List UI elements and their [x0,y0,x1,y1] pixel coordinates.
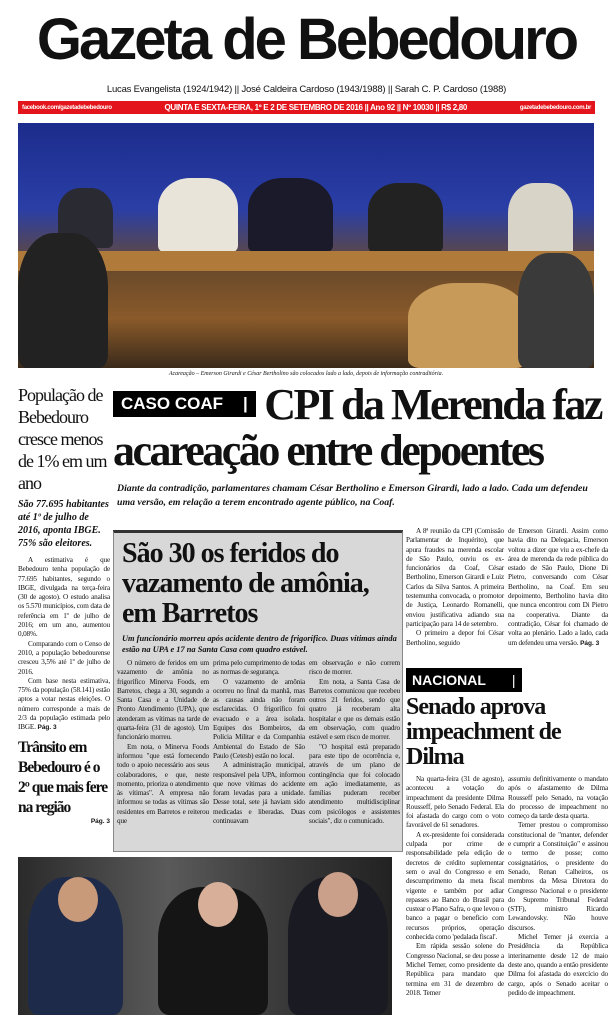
barretos-deck: Um funcionário morreu após acidente dentro de frigorífico. Duas vítimas ainda estão na UPA e 17 na Santa Casa com quadro estável. [122,634,397,654]
paragraph: A ex-presidente foi considerada culpada por crime de responsabilidade pela edição de decretos de crédito suplementar sem o aval do Congresso e em descumprimento da meta fiscal vigente e também por adiar repasses ao Banco do Brasil para custear o Plano Safra, o que levou o banco a pagar o benefício com recursos próprios, operação conhecida como 'pedalada fiscal'. [406,830,504,942]
paragraph: O primeiro a depor foi César Bertholino, seguido [406,629,504,647]
traffic-headline[interactable]: Trânsito em Bebedouro é o 2º que mais fere na região [18,738,108,816]
paragraph: de Emerson Girardi. Assim como havia dito na Delegacia, Emerson voltou a dizer que viu a ex-chefe da área de merenda da rede pública do estado de São Paulo, Dione Di Pietro, conversando com César Bertholino, na Coaf. Em seu depoimento, Bertholino havia dito que nunca encontrou com Di Pietro na cooperativa. Diante da contradição, César foi chamado de volta ao plenário. Lado a lado, cada um defendeu uma versão. [508,527,608,647]
paragraph: A estimativa é que Bebedouro tenha população de 77.695 habitantes, segundo o IBGE, divulgada na terça-feira (30 de agosto). O estudo analisa os 5.570 municípios, com data de referência em 1º de julho de 2016; em um ano, aumentou 0,08%. [18,556,110,639]
edition-info: QUINTA E SEXTA-FEIRA, 1º E 2 DE SETEMBRO DE 2016 || Ano 92 || Nº 10030 || R$ 2,80 [164,103,468,112]
section-kicker: NACIONAL | [406,668,522,692]
paragraph: A 8ª reunião da CPI (Comissão Parlamentar de Inquérito), que apura fraudes na merenda escolar de São Paulo, ouviu os ex-funcionários da Coaf, César Bertholino, Emerson Girardi e Luiz Carlos da Silva Santos. A primeira testemunha convocada, o promotor de Justiça, Leonardo Romanelli, enviou justificativa adiando sua participação para 14 de setembro. [406,527,504,628]
founders-line: Lucas Evangelista (1924/1942) || José Caldeira Cardoso (1943/1988) || Sarah C. P. Cardoso (1988) [106,84,507,95]
paragraph: "O hospital está preparado para este tipo de ocorrência e, através de um plano de contingência que foi colocado em ação imediatamente, as famílias puderam receber atendimento multidisciplinar com psicólogos e assistentes sociais", diz o comunicado. [309,742,400,826]
paragraph: Em nota, o Minerva Foods informou "que está fornecendo todo o apoio necessário aos seus colaboradores, e que, neste momento, prioriza o atendimento às vítimas". A empresa não informou se todas as vítimas são residentes em Barretos e reiterou que [117,742,209,826]
photo-caption: Acareação – Emerson Girardi e César Bertholino são colocados lado a lado, depois de informação contraditória. [168,371,444,377]
facebook-link[interactable]: facebook.com/gazetadebebedouro [22,104,112,111]
paragraph: Comparando com o Censo de 2010, a população bebedourense cresceu 3,5% até 1º de julho de 2016. [18,639,110,676]
website-link[interactable]: gazetadebebedouro.com.br [519,104,591,111]
paragraph: O número de feridos em um vazamento de amônia no frigorífico Minerva Foods, em Barretos, chega a 30, segundo a Santa Casa e a Unidade de Pronto Atendimento (UPA), que atenderam as vítimas na tarde de quarta-feira (31 de agosto). Um funcionário morreu. [117,659,209,742]
paragraph: Em nota, a Santa Casa de Barretos comunicou que recebeu outros 21 feridos, sendo que quatro já receberam alta hospitalar e que os demais estão em observação, com quadro estável e sem risco de morrer. [309,677,400,742]
nacional-story [406,668,611,770]
main-headline: CASO COAF | CPI da Merenda faz acareação entre depoentes [113,380,601,475]
barretos-story-box [113,530,403,852]
paragraph: O vazamento de amônia ocorreu no final da manhã, mas as causas ainda não foram esclarecidas. O frigorífico foi evacuado e a área isolada. Equipes dos Bombeiros, da Polícia Militar e da Companhia Ambiental do Estado de São Paulo (Cetesb) estão no local. [213,677,305,760]
senate-photo [18,857,392,1015]
page-ref[interactable]: Pág. 3 [90,817,110,825]
cpi-hearing-photo [18,123,594,368]
population-story [18,384,110,826]
main-deck: Diante da contradição, parlamentares chamam César Bertholino e Emerson Girardi, lado a lado. Cada um defendeu uma versão, em relação a terem encontrado agente público, na Coaf. [117,483,588,508]
nacional-headline: Senado aprova impeachment de Dilma [406,694,561,770]
paragraph: Temer prestou o compromisso constitucional de "manter, defender e cumprir a Constituição" e assinou o termo de posse; como cossignatários, o presidente do Senado, Renan Calheiros, os membros da Mesa Diretora do Congresso Nacional e o presidente do Supremo Tribunal Federal (STF), ministro Ricardo Lewandovsky. Não houve discursos. [508,821,608,932]
masthead-title: Gazeta de Bebedouro [36,7,577,72]
paragraph: assumiu definitivamente o mandato após o afastamento de Dilma Rousseff pelo Senado, na votação do processo de impeachment no começo da tarde desta quarta. [508,775,608,821]
paragraph: Em rápida sessão solene do Congresso Nacional, se deu posse a Michel Temer, como presidente da República para mandato que termina em 31 de dezembro de 2018. Temer [406,942,504,997]
section-kicker: CASO COAF | [113,391,256,417]
paragraph: A administração municipal, responsável pela UPA, informou que nove vítimas do acidente foram levadas para a unidade. Desse total, sete já haviam sido medicadas e liberadas. Duas continuavam [213,761,305,826]
edition-bar [18,101,595,114]
page-ref[interactable]: Pág. 3 [580,639,600,647]
paragraph: prima pelo cumprimento de todas as normas de segurança. [213,659,305,677]
barretos-headline: São 30 os feridos do vazamento de amônia, em Barretos [122,538,369,629]
paragraph: Michel Temer já exercia a Presidência da República interinamente desde 12 de maio deste ano, quando a então presidente Dilma foi afastada do exercício do cargo, após o Senado aceitar o pedido de impeachment. [508,933,608,997]
population-headline: População de Bebedouro cresce menos de 1% em um ano [18,385,107,493]
paragraph: em observação e não correm risco de morrer. [309,659,400,677]
population-subhead: São 77.695 habitantes até 1º de julho de 2016, aponta IBGE. 75% são eleitores. [18,499,109,549]
page-ref[interactable]: Pág. 3 [37,724,57,732]
paragraph: Com base nesta estimativa, 75% da população (58.141) estão aptos a votar nestas eleições. O número corresponde a mais de 2/3 da população estimada pelo IBGE. [18,676,110,732]
paragraph: Na quarta-feira (31 de agosto), aconteceu a votação do impeachment da presidente Dilma Rousseff, pelo Senado Federal. Ela foi afastada do cargo com o voto favorável de 61 senadores. [406,775,504,830]
